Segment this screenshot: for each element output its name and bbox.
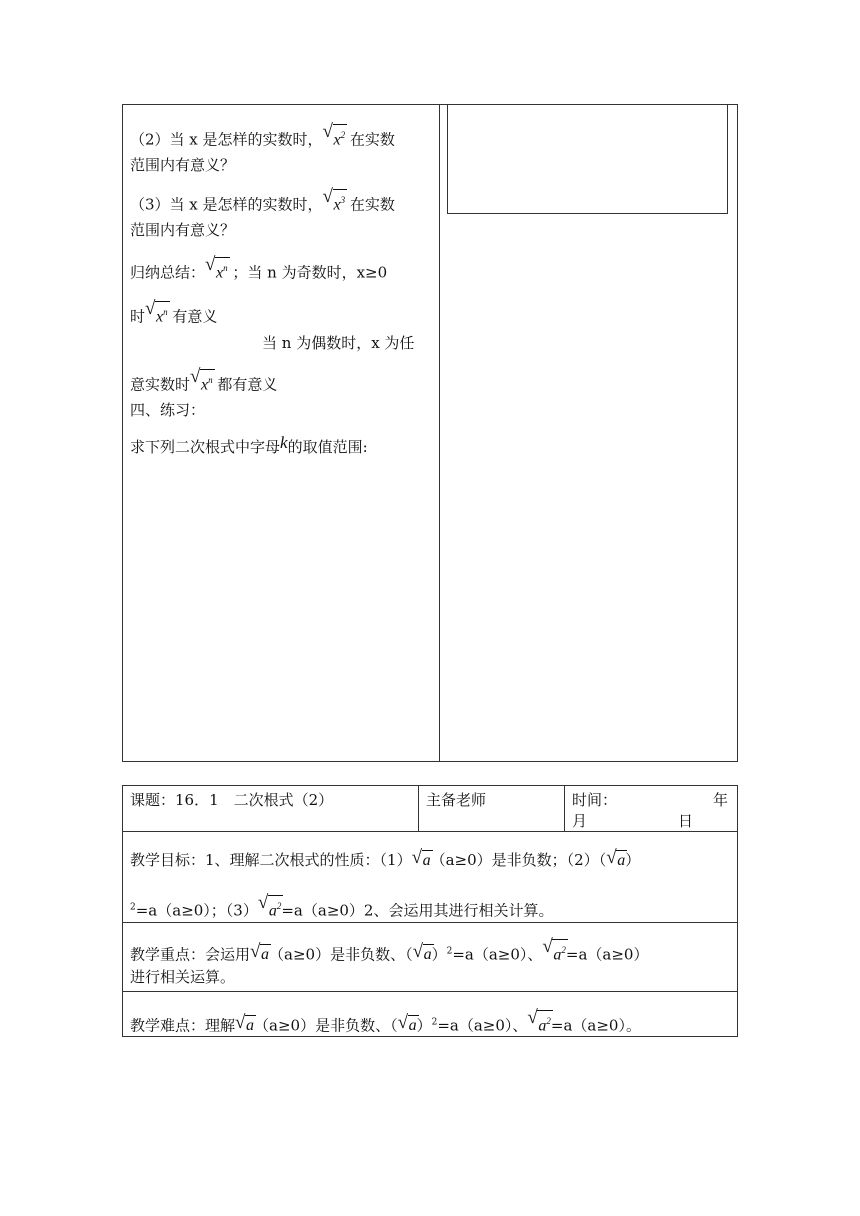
teacher-label: 主备老师 — [426, 791, 487, 809]
difficulties-line: 教学难点：理解 √ a（a≥0）是非负数、（ √ a）$^2$=a（a≥0）、 √ $a^2=a(a\ge 0)$。 — [130, 1007, 641, 1035]
objectives-line1: 教学目标：1、理解二次根式的性质：（1） √ a（a≥0）是非负数；（2）（ √ a） — [130, 847, 641, 869]
sqrt-a: √ a — [411, 847, 431, 869]
objectives-line2: $^2$=a（a≥0）；（3） √ $a^2=a(a\ge 0)2$、会运用其进行相关计算。 — [130, 892, 554, 920]
sqrt-a: √ a — [606, 847, 626, 869]
sqrt-x-squared: √ $x^2$ — [322, 121, 346, 149]
question-2-line1: （2）当 x 是怎样的实数时， √ $x^2$ 在实数 — [130, 121, 395, 149]
summary-line1: 归纳总结： √ $x^n$ ；当 n 为奇数时，x≥0 — [130, 254, 388, 282]
question-2-line2: 范围内有意义？ — [130, 156, 236, 174]
sqrt-x-n: √ $x^n$ — [145, 298, 168, 326]
sqrt-a: √ a — [250, 941, 270, 964]
day-label: 日 — [678, 812, 694, 830]
summary-line3: 当 n 为偶数时，x 为任 — [262, 334, 415, 352]
sqrt-a-squared: √ $a^2$ — [527, 1007, 551, 1035]
summary-line4: 意实数时 √ $x^n$ 都有意义 — [130, 366, 278, 394]
lesson-topic: 课题：16．1 二次根式（2） — [130, 791, 334, 809]
time-label: 时间： — [572, 791, 618, 809]
month-label: 月 — [572, 812, 588, 830]
key-points-line2: 进行相关运算。 — [130, 968, 236, 986]
sqrt-a: √ a — [235, 1012, 255, 1035]
sqrt-a-squared: √ $a^2$ — [257, 892, 282, 920]
sqrt-a: √ a — [412, 941, 432, 964]
year-label: 年 — [713, 791, 729, 809]
practice-prompt: 求下列二次根式中字母k的取值范围: — [130, 433, 368, 456]
variable-k: k — [280, 433, 288, 452]
question-3-line2: 范围内有意义？ — [130, 221, 236, 239]
sqrt-a: √ a — [397, 1012, 417, 1035]
answer-box — [447, 104, 728, 214]
key-points-line1: 教学重点：会运用 √ a（a≥0）是非负数、（ √ a）$^2$=a（a≥0）、 √ $a^2=a(a\ge 0)$ — [130, 936, 649, 964]
question-3-line1: （3）当 x 是怎样的实数时， √ $x^3$ 在实数 — [130, 186, 395, 214]
sqrt-x-n: √ $x^n$ — [205, 254, 228, 282]
summary-line2: 时 √ $x^n$ 有意义 — [130, 298, 218, 326]
sqrt-x-n: √ $x^n$ — [190, 366, 213, 394]
sqrt-x-cubed: √ $x^3$ — [322, 186, 346, 214]
sqrt-a-squared: √ $a^2$ — [542, 936, 566, 964]
section-practice-heading: 四、练习： — [130, 401, 206, 419]
